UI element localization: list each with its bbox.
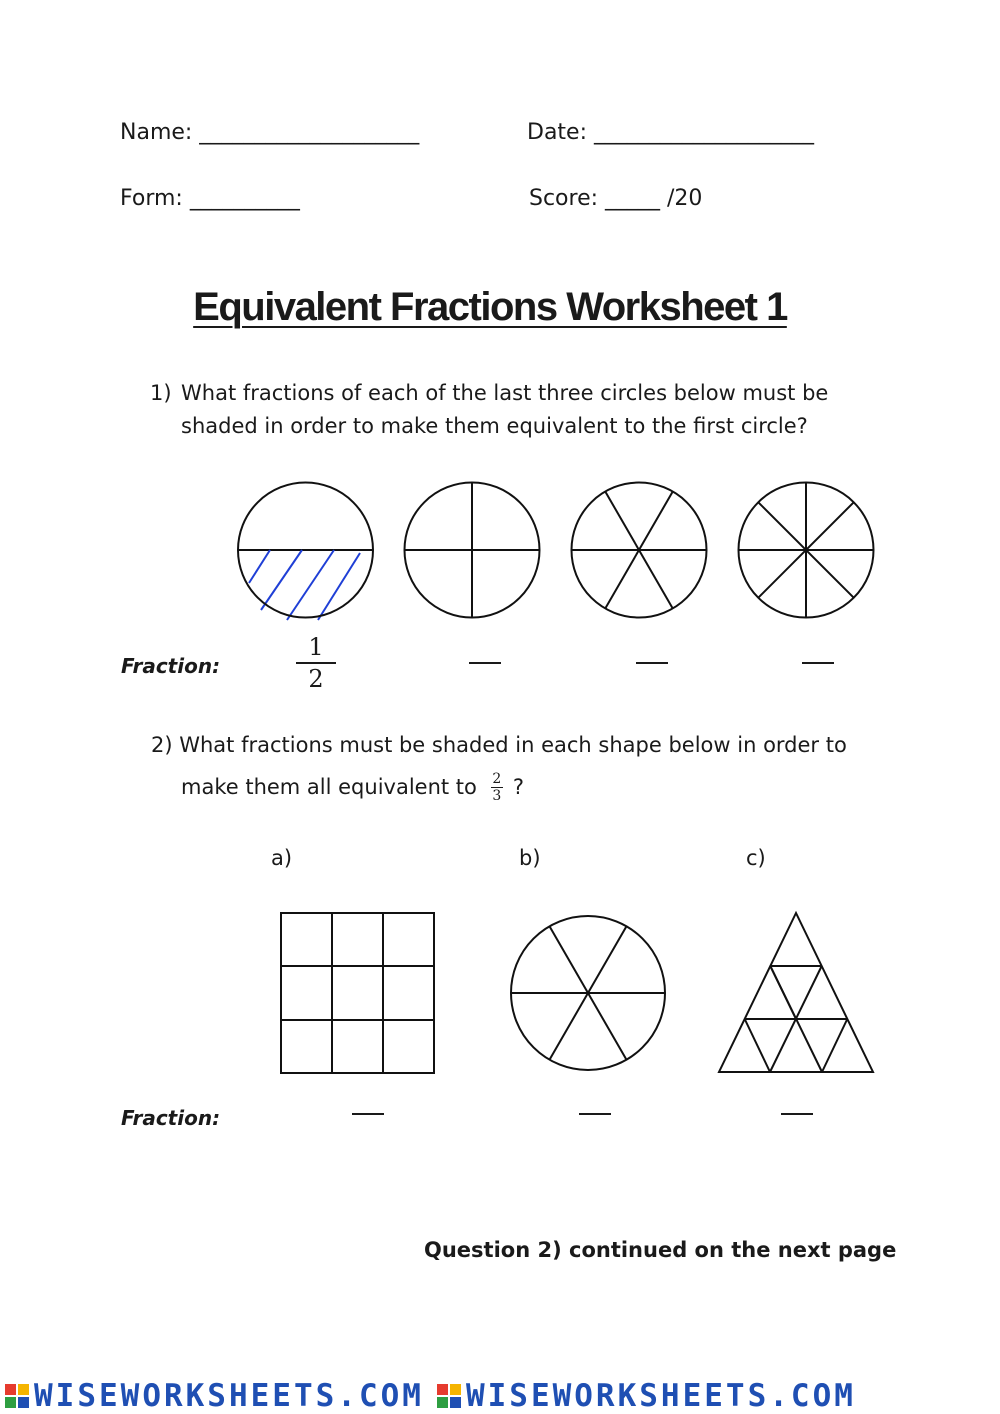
q1-circles (230, 475, 890, 630)
form-field-label: Form: __________ (120, 186, 300, 211)
score-field-label: Score: _____ /20 (529, 186, 703, 211)
q2-text-line2 (181, 771, 524, 804)
q2-label-a: a) (271, 846, 293, 870)
continued-note: Question 2) continued on the next page (424, 1238, 897, 1262)
q2-text-line2-start: make them all equivalent to (181, 775, 477, 799)
q2-fraction-label: Fraction: (121, 1106, 221, 1130)
circle-eighths (739, 483, 874, 618)
footer-brand-text: WISEWORKSHEETS.COM (34, 1378, 424, 1414)
q1-text-line2: shaded in order to make them equivalent to the first circle? (181, 414, 808, 438)
q1-text-line1: What fractions of each of the last three circles below must be (181, 381, 829, 405)
q2-shapes (270, 905, 890, 1085)
fraction-numerator: 2 (492, 771, 502, 787)
fraction-denominator: 3 (492, 788, 502, 804)
name-field-label: Name: ____________________ (120, 120, 420, 145)
square-grid-ninths (281, 913, 434, 1073)
q2-answer-blank-b[interactable] (579, 1113, 611, 1115)
q2-answer-blank-a[interactable] (352, 1113, 384, 1115)
q1-given-fraction (296, 633, 336, 693)
q2-label-c: c) (746, 846, 766, 870)
q2-label-b: b) (519, 846, 541, 870)
q1-answer-blank-1[interactable] (469, 662, 501, 664)
brand-logo-icon (4, 1383, 30, 1409)
footer-brand-text: WISEWORKSHEETS.COM (465, 1378, 856, 1414)
footer-branding (0, 1378, 1000, 1414)
q1-number: 1) (150, 381, 172, 405)
date-field-label: Date: ____________________ (527, 120, 814, 145)
q1-fraction-label: Fraction: (121, 654, 221, 678)
fraction-denominator: 2 (308, 665, 324, 693)
brand-logo-icon (436, 1383, 462, 1409)
fraction-bar (296, 662, 336, 664)
circle-halves-shaded (238, 483, 373, 621)
circle-sixths-b (511, 916, 665, 1070)
q2-text-line2-end: ? (512, 775, 525, 799)
footer-brand-1 (4, 1378, 424, 1414)
footer-brand-2 (436, 1378, 856, 1414)
q1-answer-blank-3[interactable] (802, 662, 834, 664)
circle-quarters (405, 483, 540, 618)
circle-sixths (572, 483, 707, 618)
q2-target-fraction (491, 772, 503, 803)
q1-answer-blank-2[interactable] (636, 662, 668, 664)
triangle-ninths (719, 913, 873, 1072)
fraction-numerator: 1 (308, 633, 324, 661)
page-title: Equivalent Fractions Worksheet 1 (193, 285, 787, 329)
q2-text-line1: 2) What fractions must be shaded in each shape below in order to (151, 733, 847, 757)
q2-answer-blank-c[interactable] (781, 1113, 813, 1115)
